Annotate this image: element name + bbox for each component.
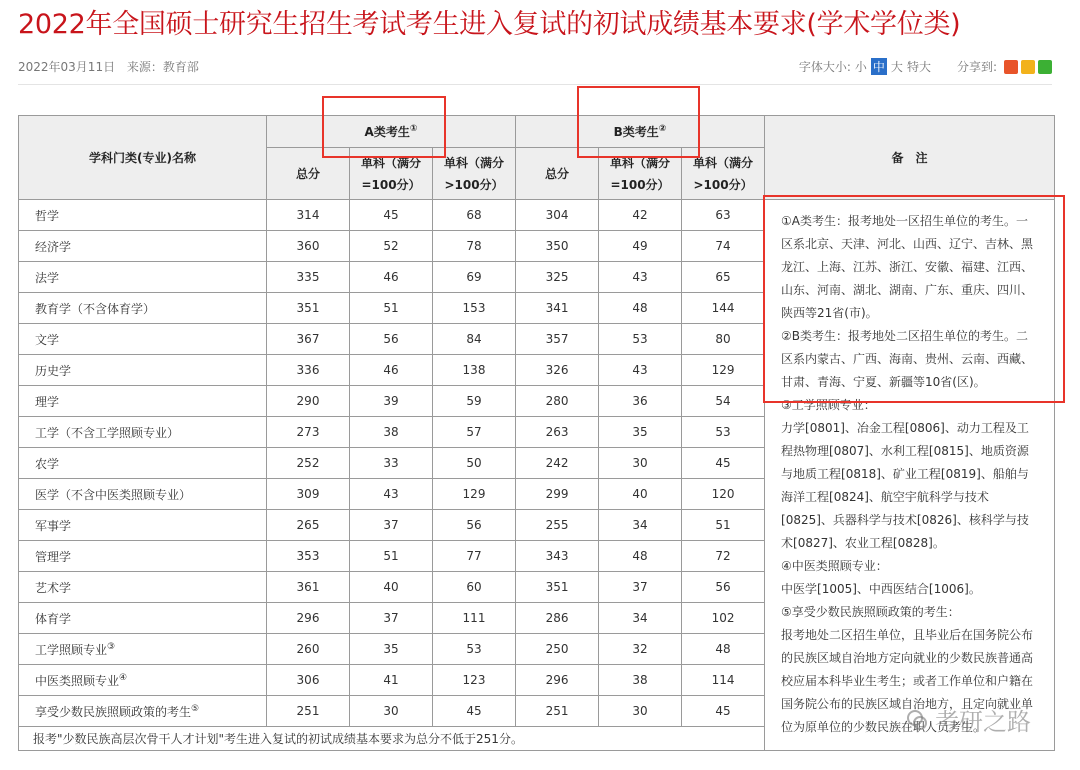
a-score-cell: 290 <box>267 386 350 417</box>
note-paragraph: ①A类考生：报考地处一区招生单位的考生。一区系北京、天津、河北、山西、辽宁、吉林、黑龙江、上海、江苏、浙江、安徽、福建、江西、山东、河南、湖北、湖南、广东、重庆、四川、陕西等21省(市)。 <box>781 214 1034 320</box>
b-score-cell: 42 <box>599 200 682 231</box>
a-score-cell: 59 <box>433 386 516 417</box>
b-score-cell: 296 <box>516 665 599 696</box>
b-score-cell: 48 <box>599 293 682 324</box>
table-footer-note: 报考"少数民族高层次骨干人才计划"考生进入复试的初试成绩基本要求为总分不低于251分。 <box>19 727 765 751</box>
a-score-cell: 111 <box>433 603 516 634</box>
a-score-cell: 37 <box>350 603 433 634</box>
subject-name: 艺术学 <box>19 572 267 603</box>
a-score-cell: 60 <box>433 572 516 603</box>
a-score-cell: 69 <box>433 262 516 293</box>
b-score-cell: 251 <box>516 696 599 727</box>
b-total-header: 总分 <box>516 148 599 200</box>
divider <box>18 84 1052 85</box>
subject-name: 教育学（不含体育学） <box>19 293 267 324</box>
b-score-cell: 35 <box>599 417 682 448</box>
b-score-cell: 129 <box>682 355 765 386</box>
b-score-cell: 63 <box>682 200 765 231</box>
font-size-label: 字体大小: <box>798 60 851 74</box>
b-singlegt100-header: 单科（满分>100分） <box>682 148 765 200</box>
b-score-cell: 45 <box>682 448 765 479</box>
a-score-cell: 37 <box>350 510 433 541</box>
a-score-cell: 129 <box>433 479 516 510</box>
article-tools <box>799 58 1052 75</box>
subject-name: 军事学 <box>19 510 267 541</box>
b-score-cell: 65 <box>682 262 765 293</box>
watermark: 考研之路 <box>905 702 1031 737</box>
b-score-cell: 286 <box>516 603 599 634</box>
a-score-cell: 35 <box>350 634 433 665</box>
a-score-cell: 39 <box>350 386 433 417</box>
a-score-cell: 30 <box>350 696 433 727</box>
b-score-cell: 72 <box>682 541 765 572</box>
a-score-cell: 84 <box>433 324 516 355</box>
subject-name: 管理学 <box>19 541 267 572</box>
b-score-cell: 49 <box>599 231 682 262</box>
b-single100-header: 单科（满分=100分） <box>599 148 682 200</box>
b-score-cell: 325 <box>516 262 599 293</box>
subject-name: 享受少数民族照顾政策的考生⑤ <box>19 696 267 727</box>
a-score-cell: 306 <box>267 665 350 696</box>
subject-name: 理学 <box>19 386 267 417</box>
b-score-cell: 263 <box>516 417 599 448</box>
a-score-cell: 41 <box>350 665 433 696</box>
b-score-cell: 114 <box>682 665 765 696</box>
a-score-cell: 46 <box>350 262 433 293</box>
subject-name: 法学 <box>19 262 267 293</box>
b-score-cell: 53 <box>599 324 682 355</box>
b-score-cell: 38 <box>599 665 682 696</box>
font-size-medium[interactable]: 中 <box>872 60 885 74</box>
a-total-header: 总分 <box>267 148 350 200</box>
subject-name: 农学 <box>19 448 267 479</box>
b-score-cell: 299 <box>516 479 599 510</box>
b-score-cell: 51 <box>682 510 765 541</box>
a-score-cell: 56 <box>350 324 433 355</box>
a-score-cell: 309 <box>267 479 350 510</box>
a-score-cell: 336 <box>267 355 350 386</box>
b-score-cell: 34 <box>599 510 682 541</box>
a-score-cell: 52 <box>350 231 433 262</box>
note-paragraph: 报考地处二区招生单位，且毕业后在国务院公布的民族区域自治地方定向就业的少数民族普通高校应届本科毕业生考生；或者工作单位和户籍在国务院公布的民族区域自治地方，且定向就业单位为原单位的少数民族在职人员考生。 <box>781 628 1034 734</box>
a-score-cell: 351 <box>267 293 350 324</box>
notes-header: 备 注 <box>765 116 1055 200</box>
a-score-cell: 273 <box>267 417 350 448</box>
subject-name: 历史学 <box>19 355 267 386</box>
a-score-cell: 252 <box>267 448 350 479</box>
b-score-cell: 30 <box>599 448 682 479</box>
a-score-cell: 53 <box>433 634 516 665</box>
b-score-cell: 56 <box>682 572 765 603</box>
a-score-cell: 251 <box>267 696 350 727</box>
note-paragraph: 中医学[1005]、中西医结合[1006]。 <box>781 582 981 596</box>
b-score-cell: 36 <box>599 386 682 417</box>
notes-cell <box>765 200 1055 751</box>
b-score-cell: 53 <box>682 417 765 448</box>
font-size-large[interactable]: 大 <box>890 60 903 74</box>
a-singlegt100-header: 单科（满分>100分） <box>433 148 516 200</box>
b-score-cell: 120 <box>682 479 765 510</box>
weibo-share-icon[interactable] <box>1004 60 1018 74</box>
article-meta <box>18 58 207 75</box>
b-score-cell: 43 <box>599 262 682 293</box>
subject-name: 工学照顾专业③ <box>19 634 267 665</box>
subject-name: 哲学 <box>19 200 267 231</box>
a-score-cell: 361 <box>267 572 350 603</box>
b-score-cell: 80 <box>682 324 765 355</box>
a-score-cell: 45 <box>350 200 433 231</box>
b-score-cell: 341 <box>516 293 599 324</box>
subject-name: 医学（不含中医类照顾专业） <box>19 479 267 510</box>
share-label: 分享到: <box>956 60 997 74</box>
wechat-logo-icon <box>905 708 929 732</box>
note-paragraph: ②B类考生：报考地处二区招生单位的考生。二区系内蒙古、广西、海南、贵州、云南、西藏、甘肃、青海、宁夏、新疆等10省(区)。 <box>781 329 1034 389</box>
a-score-cell: 43 <box>350 479 433 510</box>
a-score-cell: 138 <box>433 355 516 386</box>
b-score-cell: 34 <box>599 603 682 634</box>
a-score-cell: 314 <box>267 200 350 231</box>
a-score-cell: 40 <box>350 572 433 603</box>
publish-date: 2022年03月11日 <box>18 60 116 74</box>
a-score-cell: 153 <box>433 293 516 324</box>
a-score-cell: 50 <box>433 448 516 479</box>
subject-name: 工学（不含工学照顾专业） <box>19 417 267 448</box>
subject-name: 经济学 <box>19 231 267 262</box>
font-size-xlarge[interactable]: 特大 <box>906 60 931 74</box>
subject-name: 文学 <box>19 324 267 355</box>
b-score-cell: 304 <box>516 200 599 231</box>
b-score-cell: 102 <box>682 603 765 634</box>
b-score-cell: 48 <box>682 634 765 665</box>
a-score-cell: 38 <box>350 417 433 448</box>
b-score-cell: 326 <box>516 355 599 386</box>
b-score-cell: 250 <box>516 634 599 665</box>
a-score-cell: 296 <box>267 603 350 634</box>
subject-header: 学科门类(专业)名称 <box>19 116 267 200</box>
qzone-share-icon[interactable] <box>1021 60 1035 74</box>
b-score-cell: 351 <box>516 572 599 603</box>
a-score-cell: 68 <box>433 200 516 231</box>
a-score-cell: 45 <box>433 696 516 727</box>
a-score-cell: 335 <box>267 262 350 293</box>
group-b-header: B类考生② <box>516 116 765 148</box>
table-row <box>19 200 1055 231</box>
article-title: 2022年全国硕士研究生招生考试考生进入复试的初试成绩基本要求(学术学位类) <box>18 9 961 40</box>
note-paragraph: ⑤享受少数民族照顾政策的考生： <box>781 605 960 619</box>
group-a-header: A类考生① <box>267 116 516 148</box>
a-score-cell: 367 <box>267 324 350 355</box>
a-score-cell: 360 <box>267 231 350 262</box>
b-score-cell: 343 <box>516 541 599 572</box>
a-score-cell: 260 <box>267 634 350 665</box>
a-score-cell: 78 <box>433 231 516 262</box>
b-score-cell: 357 <box>516 324 599 355</box>
b-score-cell: 48 <box>599 541 682 572</box>
b-score-cell: 74 <box>682 231 765 262</box>
a-score-cell: 56 <box>433 510 516 541</box>
a-score-cell: 51 <box>350 293 433 324</box>
subject-name: 中医类照顾专业④ <box>19 665 267 696</box>
a-score-cell: 57 <box>433 417 516 448</box>
b-score-cell: 45 <box>682 696 765 727</box>
a-score-cell: 46 <box>350 355 433 386</box>
a-score-cell: 33 <box>350 448 433 479</box>
b-score-cell: 54 <box>682 386 765 417</box>
note-paragraph: ③工学照顾专业： <box>781 398 876 412</box>
a-single100-header: 单科（满分=100分） <box>350 148 433 200</box>
a-score-cell: 353 <box>267 541 350 572</box>
b-score-cell: 350 <box>516 231 599 262</box>
b-score-cell: 280 <box>516 386 599 417</box>
b-score-cell: 37 <box>599 572 682 603</box>
note-paragraph: ④中医类照顾专业： <box>781 559 888 573</box>
b-score-cell: 43 <box>599 355 682 386</box>
score-table <box>18 115 1055 751</box>
subject-name: 体育学 <box>19 603 267 634</box>
a-score-cell: 123 <box>433 665 516 696</box>
a-score-cell: 77 <box>433 541 516 572</box>
b-score-cell: 32 <box>599 634 682 665</box>
b-score-cell: 144 <box>682 293 765 324</box>
font-size-small[interactable]: 小 <box>854 60 867 74</box>
article-source: 来源：教育部 <box>126 60 199 74</box>
b-score-cell: 30 <box>599 696 682 727</box>
a-score-cell: 265 <box>267 510 350 541</box>
b-score-cell: 255 <box>516 510 599 541</box>
note-paragraph: 力学[0801]、冶金工程[0806]、动力工程及工程热物理[0807]、水利工程[0815]、地质资源与地质工程[0818]、矿业工程[0819]、船舶与海洋工程[0824]、航空宇航科学与技术[0825]、兵器科学与技术[0826]、核科学与技术[0827]、农业工程[0828]。 <box>781 421 1029 550</box>
a-score-cell: 51 <box>350 541 433 572</box>
b-score-cell: 40 <box>599 479 682 510</box>
b-score-cell: 242 <box>516 448 599 479</box>
wechat-share-icon[interactable] <box>1038 60 1052 74</box>
